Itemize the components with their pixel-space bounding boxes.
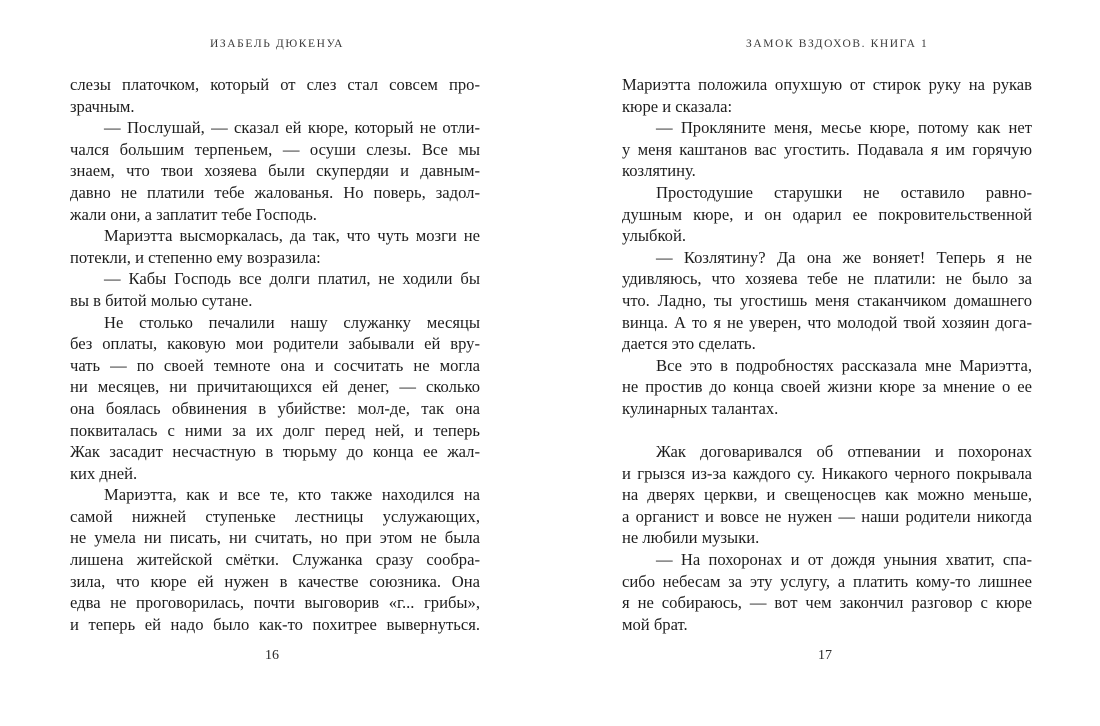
text-line: лишена житейской смётки. Служанка сразу сообра- [70,550,480,570]
page-number: 16 [265,648,279,663]
text-line: винца. А то я не уверен, что молодой твой хозяин дога- [622,312,1032,332]
page-number: 17 [818,648,832,663]
left-page-text [70,74,480,635]
text-line: зила, что кюре ей нужен в качестве союзника. Она [70,571,480,591]
text-line: чался большим терпеньем, — осуши слезы. Все мы [70,139,480,159]
running-head-author: ИЗАБЕЛЬ ДЮКЕНУА [210,38,345,50]
text-line: Все это в подробностях рассказала мне Мариэтта, [656,355,1032,375]
text-line: удивляюсь, что хозяева тебе не платили: не было за [622,269,1032,289]
text-line: едва не проговорилась, почти выговорив «г... грибы», [70,593,480,613]
text-line: — Прокляните меня, месье кюре, потому как нет [656,118,1032,138]
text-line: Не столько печалили нашу служанку месяцы [104,312,480,332]
text-line: Мариэтта высморкалась, да так, что чуть мозги не [104,226,480,246]
text-line: и теперь ей надо было как-то похитрее вывернуться. [70,614,480,634]
text-line: мой брат. [622,614,688,634]
text-line: и грызся из-за каждого су. Никакого черного покрывала [622,463,1032,483]
text-line: Простодушие старушки не оставило равно- [656,182,1032,202]
right-page [550,0,1100,726]
text-line: не простив до конца своей жизни кюре за мнение о ее [622,377,1032,397]
text-line: ких дней. [70,463,138,483]
text-line: улыбкой. [622,226,686,246]
text-line: я не собираюсь, — вот чем закончил разговор с кюре [622,593,1032,613]
text-line: у меня каштанов вас угостить. Подавала я им горячую [622,139,1032,159]
right-page-text [622,74,1032,635]
text-line: дается это сделать. [622,334,756,354]
text-line: слезы платочком, который от слез стал совсем про- [70,75,480,94]
text-line: — Кабы Господь все долги платил, не ходили бы [104,269,480,289]
text-line: зрачным. [70,96,135,116]
text-line: поквиталась с ними за их долг перед ней, и теперь [70,420,480,440]
text-line: она боялась обвинения в убийстве: мол-де, так она [70,398,480,418]
text-line: чать — по своей темноте она и сосчитать не могла [70,355,480,375]
text-line: давно не платили тебе жалованья. Но поверь, задол- [70,182,480,202]
text-line: сибо небесам за эту услугу, а платить кому-то лишнее [622,571,1032,591]
text-line: жали они, а заплатит тебе Господь. [70,204,317,224]
text-line: Жак договаривался об отпевании и похоронах [656,442,1032,462]
text-line: потекли, и степенно ему возразила: [70,247,321,267]
text-line: кюре и сказала: [622,96,733,116]
text-line: знаем, что твои хозяева были скупердяи и давным- [70,161,480,181]
text-line: Жак засадит несчастную в тюрьму до конца ее жал- [70,442,480,462]
text-line: на дверях церкви, и свещеносцев как можно меньше, [622,485,1032,505]
text-line: Мариэтта, как и все те, кто также находился на [104,485,480,505]
text-line: ни месяцев, ни причитающихся ей денег, — сколько [70,377,480,397]
text-line: не умела ни писать, ни считать, но при этом не была [70,528,480,548]
blank-line [622,420,1032,442]
text-line: а органист и вовсе не нужен — наши родители никогда [622,506,1032,526]
text-line: самой нижней ступеньке лестницы услужающих, [70,506,480,526]
text-line: — На похоронах и от дождя уныния хватит, спа- [656,550,1032,570]
text-line: вы в битой молью сутане. [70,290,253,310]
text-line: что. Ладно, ты угостишь меня стаканчиком домашнего [622,290,1032,310]
text-line: козлятину. [622,161,696,181]
running-head-title: ЗАМОК ВЗДОХОВ. КНИГА 1 [746,38,929,50]
text-line: кулинарных талантах. [622,398,779,418]
text-line: Мариэтта положила опухшую от стирок руку на рукав [622,75,1032,94]
text-line: — Послушай, — сказал ей кюре, который не отли- [104,118,480,138]
text-line: не любили музыки. [622,528,760,548]
text-line: — Козлятину? Да она же воняет! Теперь я не [656,247,1032,267]
text-line: без оплаты, каковую мои родители забывали ей вру- [70,334,480,354]
text-line: душным кюре, и он одарил ее покровительственной [622,204,1032,224]
